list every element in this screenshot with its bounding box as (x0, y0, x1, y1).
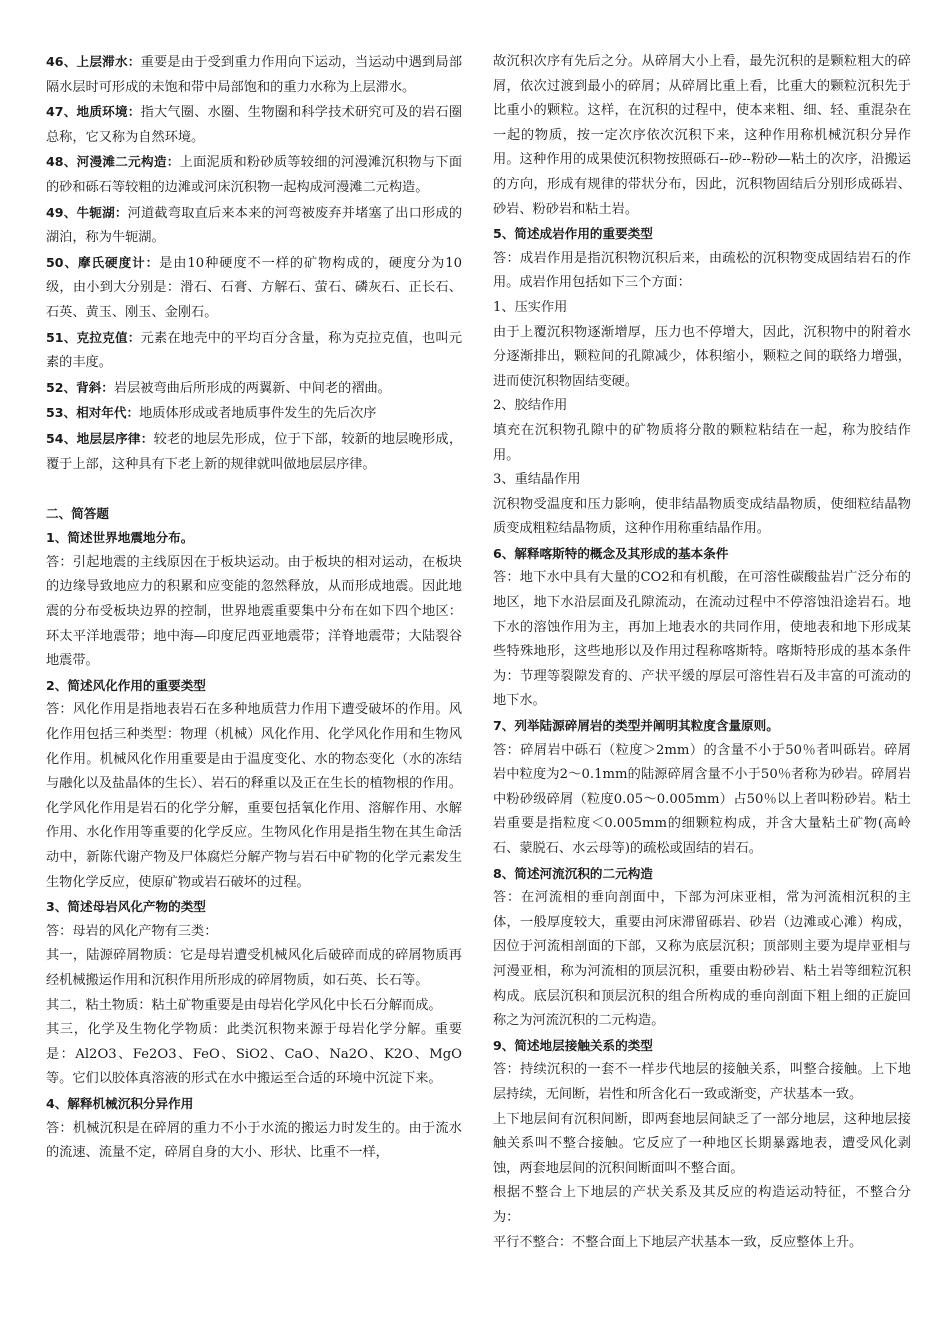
term-text: 是由10种硬度不一样的矿物构成的，硬度分为10级，由小到大分别是：滑石、石膏、方解石、萤石、磷灰石、正长石、石英、黄玉、刚玉、金刚石。 (46, 255, 462, 320)
left-column (46, 50, 462, 1166)
question-3-title: 3、简述母岩风化产物的类型 (46, 899, 206, 915)
term-54 (46, 427, 462, 477)
term-51 (46, 326, 462, 376)
question-5-subheading-1: 1、压实作用 (493, 299, 568, 315)
term-52 (46, 376, 462, 402)
question-5-subheading-2: 2、胶结作用 (493, 398, 568, 414)
term-text: 较老的地层先形成，位于下部，较新的地层晚形成，覆于上部，这种具有下老上新的规律就叫做地层层序律。 (46, 431, 463, 472)
question-9-answer-part1: 答：持续沉积的一套不一样步代地层的接触关系，叫整合接触。上下地层持续，无间断，岩性和所含化石一致或渐变，产状基本一致。 (493, 1062, 911, 1102)
term-label: 46、上层滞水： (46, 54, 141, 69)
question-7-title: 7、列举陆源碎屑岩的类型并阐明其粒度含量原则。 (493, 718, 779, 734)
question-4-answer-continued: 故沉积次序有先后之分。从碎屑大小上看，最先沉积的是颗粒粗大的碎屑，依次过渡到最小的碎屑；从碎屑比重上看，比重大的颗粒沉积先于比重小的颗粒。这样，在沉积的过程中，使本来粗、细、轻、重混杂在一起的物质，按一定次序依次沉积下来，这种作用称机械沉积分异作用。这种作用的成果使沉积物按照砾石--砂--粉砂—粘土的次序，沿搬运的方向，形成有规律的带状分布，因此，沉积物固结后分别形成砾岩、砂岩、粉砂岩和粘土岩。 (493, 54, 911, 217)
question-9-answer-part2: 上下地层间有沉积间断，即两套地层间缺乏了一部分地层，这种地层接触关系叫不整合接触。它反应了一种地区长期暴露地表，遭受风化剥蚀，两套地层间的沉积间断面叫不整合面。 (493, 1111, 911, 1176)
question-4-title: 4、解释机械沉积分异作用 (46, 1095, 194, 1111)
term-47 (46, 100, 462, 150)
term-text: 岩层被弯曲后所形成的两翼新、中间老的褶曲。 (113, 380, 391, 396)
term-label: 48、河漫滩二元构造： (46, 154, 180, 170)
question-9-title: 9、简述地层接触关系的类型 (493, 1037, 653, 1053)
question-8-answer: 答：在河流相的垂向剖面中，下部为河床亚相，常为河流相沉积的主体，一般厚度较大，重要由河床滞留砾岩、砂岩（边滩或心滩）构成，因位于河流相剖面的下部，又称为底层沉积；顶部则主要为堤岸亚相与河漫亚相，称为河流相的顶层沉积，重要由粉砂岩、粘土岩等细粒沉积构成。底层沉积和顶层沉积的组合所构成的垂向剖面下粗上细的正旋回称之为河流沉积的二元构造。 (493, 890, 911, 1029)
question-3-answer-part1: 其一，陆源碎屑物质：它是母岩遭受机械风化后破碎而成的碎屑物质再经机械搬运作用和沉积作用所形成的碎屑物质，如石英、长石等。 (46, 948, 462, 988)
term-text: 元素在地壳中的平均百分含量，称为克拉克值，也叫元素的丰度。 (46, 330, 463, 371)
term-text: 重要是由于受到重力作用向下运动，当运动中遇到局部隔水层时可形成的未饱和带中局部饱和的重力水称为上层滞水。 (46, 55, 463, 95)
term-label: 53、相对年代： (46, 405, 140, 421)
question-5-answer-intro: 答：成岩作用是指沉积物沉积后来，由疏松的沉积物变成固结岩石的作用。成岩作用包括如下三个方面： (493, 250, 911, 291)
term-label: 49、牛轭湖： (46, 204, 128, 220)
question-1-answer: 答：引起地震的主线原因在于板块运动。由于板块的相对运动，在板块的边缘导致地应力的积累和应变能的忽然释放，从而形成地震。因此地震的分布受板块边界的控制，世界地震重要集中分布在如下四个地区：环太平洋地震带；地中海—印度尼西亚地震带；洋脊地震带；大陆裂谷地震带。 (46, 554, 462, 669)
question-6-answer: 答：地下水中具有大量的CO2和有机酸，在可溶性碳酸盐岩广泛分布的地区，地下水沿层面及孔隙流动，在流动过程中不停溶蚀沿途岩石。地下水的溶蚀作用为主，再加上地表水的共同作用，使地表和地下形成某些特殊地形，这些地形以及作用过程称喀斯特。喀斯特形成的基本条件为：节理等裂隙发育的、产状平缓的厚层可溶性岩石及丰富的可流动的地下水。 (493, 570, 911, 709)
term-49 (46, 201, 462, 251)
term-text: 上面泥质和粉砂质等较细的河漫滩沉积物与下面的砂和砾石等较粗的边滩或河床沉积物一起构成河漫滩二元构造。 (46, 155, 463, 195)
question-9-answer-part4: 平行不整合：不整合面上下地层产状基本一致，反应整体上升。 (493, 1234, 863, 1250)
term-46 (46, 50, 462, 100)
term-48 (46, 150, 462, 200)
question-5-title: 5、简述成岩作用的重要类型 (493, 226, 653, 242)
question-2-answer: 答：风化作用是指地表岩石在多种地质营力作用下遭受破坏的作用。风化作用包括三种类型：物理（机械）风化作用、化学风化作用和生物风化作用。机械风化作用重要是由于温度变化、水的物态变化（水的冻结与融化以及盐晶体的生长）、岩石的释重以及正在生长的植物根的作用。化学风化作用是岩石的化学分解，重要包括氧化作用、溶解作用、水解作用、水化作用等重要的化学反应。生物风化作用是指生物在其生命活动中，新陈代谢产物及尸体腐烂分解产物与岩石中矿物的化学元素发生生物化学反应，使原矿物或岩石破坏的过程。 (46, 702, 462, 890)
question-5-subheading-3: 3、重结晶作用 (493, 472, 581, 488)
question-6-title: 6、解释喀斯特的概念及其形成的基本条件 (493, 545, 729, 561)
term-text: 地质体形成或者地质事件发生的先后次序 (139, 406, 377, 422)
term-text: 指大气圈、水圈、生物圈和科学技术研究可及的岩石圈总称，它又称为自然环境。 (46, 105, 463, 145)
question-3-answer-intro: 答：母岩的风化产物有三类： (46, 923, 218, 939)
term-label: 54、地层层序律： (46, 430, 154, 446)
term-label: 50、摩氏硬度计： (46, 254, 160, 270)
term-53 (46, 401, 462, 427)
term-label: 51、克拉克值： (46, 329, 141, 345)
question-4-answer: 答：机械沉积是在碎屑的重力不小于水流的搬运力时发生的。由于流水的流速、流量不定，碎屑自身的大小、形状、比重不一样， (46, 1120, 462, 1161)
question-5-subtext-2: 填充在沉积物孔隙中的矿物质将分散的颗粒粘结在一起，称为胶结作用。 (493, 422, 911, 463)
question-5-subtext-3: 沉积物受温度和压力影响，使非结晶物质变成结晶物质，使细粒结晶物质变成粗粒结晶物质，这种作用称重结晶作用。 (493, 496, 911, 537)
question-1-title: 1、简述世界地震地分布。 (46, 530, 194, 546)
question-3-answer-part3: 其三，化学及生物化学物质：此类沉积物来源于母岩化学分解。重要是：Al2O3、Fe2O3、FeO、SiO2、CaO、Na2O、K2O、MgO等。它们以胶体真溶液的形式在水中搬运至合适的环境中沉淀下来。 (46, 1022, 462, 1087)
right-column (493, 50, 911, 1255)
question-9-answer-part3: 根据不整合上下地层的产状关系及其反应的构造运动特征，不整合分为： (493, 1185, 911, 1225)
question-8-title: 8、简述河流沉积的二元构造 (493, 865, 653, 881)
term-text: 河道截弯取直后来本来的河弯被废弃并堵塞了出口形成的湖泊，称为牛轭湖。 (46, 205, 463, 246)
term-label: 52、背斜： (46, 379, 114, 395)
question-3-answer-part2: 其二，粘土物质：粘土矿物重要是由母岩化学风化中长石分解而成。 (46, 997, 442, 1013)
section-title: 二、简答题 (46, 505, 109, 521)
question-5-subtext-1: 由于上覆沉积物逐渐增厚，压力也不停增大，因此，沉积物中的附着水分逐渐排出，颗粒间的孔隙减少，体积缩小，颗粒之间的联络力增强，进而使沉积物固结变硬。 (493, 324, 911, 389)
question-7-answer: 答：碎屑岩中砾石（粒度＞2mm）的含量不小于50％者叫砾岩。碎屑岩中粒度为2～0.1mm的陆源碎屑含量不小于50％者称为砂岩。碎屑岩中粉砂级碎屑（粒度0.05～0.005mm）占50％以上者叫粉砂岩。粘土岩重要是指粒度＜0.005mm的细颗粒构成，并含大量粘土矿物(高岭石、蒙脱石、水云母等)的疏松或固结的岩石。 (493, 742, 911, 856)
term-50 (46, 251, 462, 326)
question-2-title: 2、简述风化作用的重要类型 (46, 677, 206, 693)
spacer (46, 477, 462, 502)
term-label: 47、地质环境： (46, 104, 141, 120)
